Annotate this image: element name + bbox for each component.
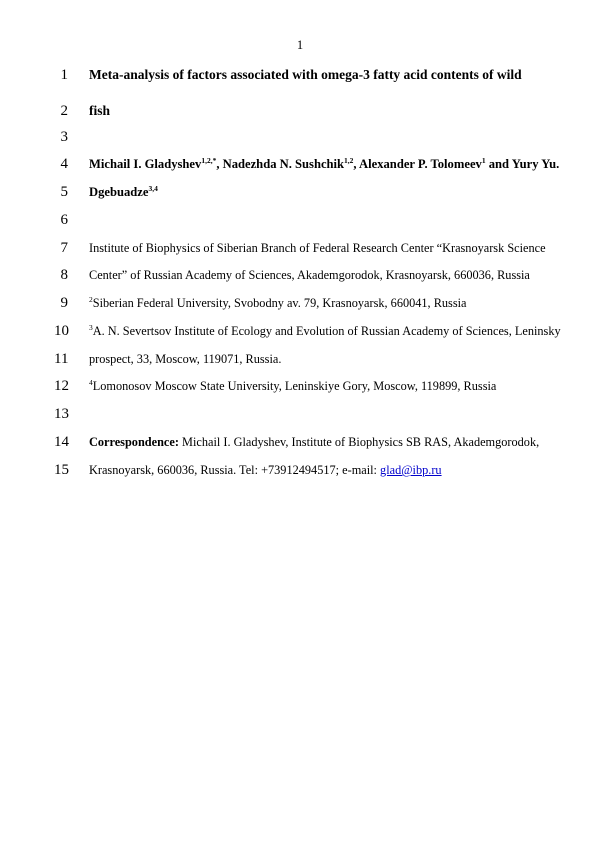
author-separator: , xyxy=(353,157,360,171)
author-name: Alexander P. Tolomeev xyxy=(359,157,482,171)
line-number: 4 xyxy=(60,156,68,172)
affiliation-text: Siberian Federal University, Svobodny av. 79, Krasnoyarsk, 660041, Russia xyxy=(92,296,467,310)
author-separator: , xyxy=(216,157,223,171)
manuscript-line xyxy=(0,322,600,340)
manuscript-line xyxy=(0,155,600,173)
manuscript-line xyxy=(0,350,600,368)
authors-line-2 xyxy=(89,183,158,201)
line-number: 6 xyxy=(60,212,68,228)
affiliation-text: Lomonosov Moscow State University, Leninskiye Gory, Moscow, 119899, Russia xyxy=(92,379,497,393)
author-affiliation-sup: 1,2,* xyxy=(201,156,217,165)
author-affiliation-sup: 3,4 xyxy=(148,184,158,193)
manuscript-line xyxy=(0,102,600,120)
author-name: Michail I. Gladyshev xyxy=(89,157,202,171)
line-number: 9 xyxy=(60,295,68,311)
line-number: 3 xyxy=(60,129,68,145)
author-name: Dgebuadze xyxy=(89,185,149,199)
author-name: Yury Yu. xyxy=(511,157,560,171)
authors-line-1 xyxy=(89,155,559,173)
correspondence-line-1 xyxy=(89,433,539,451)
manuscript-line xyxy=(0,377,600,395)
manuscript-line xyxy=(0,461,600,479)
author-separator: and xyxy=(485,157,512,171)
affiliation-1-line-2: Center” of Russian Academy of Sciences, Akademgorodok, Krasnoyarsk, 660036, Russia xyxy=(89,268,530,282)
affiliation-3-line-2: prospect, 33, Moscow, 119071, Russia. xyxy=(89,352,282,366)
line-number: 12 xyxy=(54,378,69,394)
affiliation-4 xyxy=(89,377,496,395)
manuscript-line xyxy=(0,294,600,312)
affiliation-2 xyxy=(89,294,467,312)
affiliation-3-line-1 xyxy=(89,322,561,340)
line-number: 2 xyxy=(60,103,68,119)
line-number: 8 xyxy=(60,267,68,283)
manuscript-line xyxy=(0,211,600,229)
correspondence-line-2 xyxy=(89,461,442,479)
page-number: 1 xyxy=(296,38,304,52)
affiliation-text: A. N. Severtsov Institute of Ecology and Evolution of Russian Academy of Sciences, Leninsky xyxy=(92,324,561,338)
line-number: 15 xyxy=(54,462,69,478)
line-number: 1 xyxy=(60,67,68,83)
line-number: 7 xyxy=(60,240,68,256)
manuscript-line xyxy=(0,405,600,423)
affiliation-sup: 2 xyxy=(89,295,93,304)
line-number: 11 xyxy=(54,351,69,367)
author-affiliation-sup: 1,2 xyxy=(344,156,354,165)
manuscript-line xyxy=(0,266,600,284)
line-number: 13 xyxy=(54,406,69,422)
affiliation-sup: 3 xyxy=(89,323,93,332)
line-number: 14 xyxy=(54,434,69,450)
author-name: Nadezhda N. Sushchik xyxy=(222,157,345,171)
correspondence-text: Michail I. Gladyshev, Institute of Biophysics SB RAS, Akademgorodok, xyxy=(178,435,540,449)
manuscript-line xyxy=(0,239,600,257)
manuscript-line xyxy=(0,66,600,84)
line-number: 5 xyxy=(60,184,68,200)
line-number: 10 xyxy=(54,323,69,339)
email-link[interactable]: glad@ibp.ru xyxy=(380,463,442,477)
manuscript-line xyxy=(0,183,600,201)
affiliation-1-line-1: Institute of Biophysics of Siberian Branch of Federal Research Center “Krasnoyarsk Science xyxy=(89,241,546,255)
manuscript-line xyxy=(0,433,600,451)
manuscript-line xyxy=(0,128,600,146)
author-affiliation-sup: 1 xyxy=(481,156,486,165)
correspondence-label: Correspondence: xyxy=(89,435,179,449)
affiliation-sup: 4 xyxy=(89,378,93,387)
correspondence-text: Krasnoyarsk, 660036, Russia. Tel: +73912494517; e-mail: xyxy=(89,463,381,477)
paper-title-line-2: fish xyxy=(89,103,111,118)
paper-title-line-1: Meta-analysis of factors associated with omega-3 fatty acid contents of wild xyxy=(89,67,522,82)
